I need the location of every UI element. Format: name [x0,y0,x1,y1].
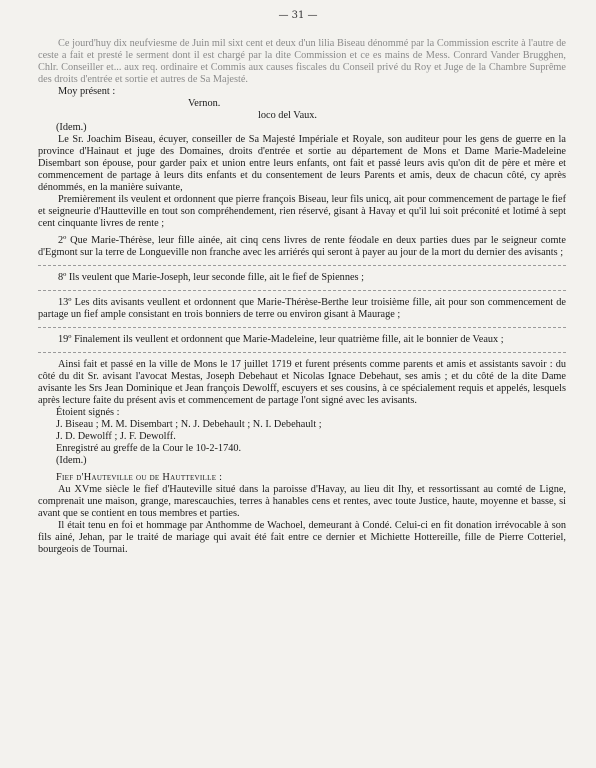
registration-note: Enregistré au greffe de la Cour le 10-2-1740. [56,443,242,454]
signatories-2: J. D. Dewolff ; J. F. Dewolff. [56,431,176,442]
paragraph-oath: Ce jourd'huy dix neufviesme de Juin mil sixt cent et deux d'un lilia Biseau dénommé par la Commission escrite à l'autre de ceste a fait et presté le serment dont il est chargé par la dite Commission et ce es mains de Mess. Conrard Vander Brugghen, Chlr. Conseiller et... aux req. ordinaire et Commis aux causes fiscales du Conseil privé du Roy et Juge de la Chambre Suprême des droits d'entrée et sortie et autres de Sa Majesté. [38,38,566,85]
fief-title: Fief d'Hauteville ou de Hautteville : [56,472,223,483]
document-body [38,38,566,556]
dashed-divider [38,352,566,353]
present-line: Moy présent : [58,86,116,97]
paragraph-eighth: 8º Ils veulent que Marie-Joseph, leur seconde fille, ait le fief de Spiennes ; [58,272,364,283]
page-number: — 31 — [278,10,318,21]
signed-label: Étoient signés : [56,407,120,418]
signature-vernon: Vernon. [188,98,221,109]
signatories-1: J. Biseau ; M. M. Disembart ; N. J. Debehault ; N. I. Debehault ; [56,419,322,430]
idem-note: (Idem.) [56,122,87,133]
dashed-divider [38,290,566,291]
paragraph-fief-tenure: Il était tenu en foi et hommage par Anthomme de Wachoel, demeurant à Condé. Celui-ci en fit donation irrévocable à son fils ainé, Jehan, par le traité de mariage qui avait été fait entre ce dernier et Michiette Hottereille, fille de Pierre Cotteriel, bourgeois de Tournai. [38,520,566,555]
paragraph-nineteenth: 19º Finalement ils veullent et ordonnent que Marie-Madeleine, leur quatrième fille, ait le bonnier de Veaux ; [58,334,504,345]
dashed-divider [38,265,566,266]
signature-loco: loco del Vaux. [258,110,318,121]
paragraph-biseau: Le Sr. Joachim Biseau, écuyer, conseiller de Sa Majesté Impériale et Royale, son auditeur pour les gens de guerre en la province d'Hainaut et juge des Domaines, droits d'entrée et sortie au département de Mons et Dame Marie-Madeleine Disembart son épouse, pour garder paix et union entre leurs enfants, ont fait et passé leurs avis qu'on dit de père et mère et commencement de partage à leurs dits enfants et du consentement de leurs Parents et amis, deux de chacun côté, cy après dénommés, en la manière suivante, [38,134,566,193]
paragraph-fief-history: Au XVme siècle le fief d'Hauteville situé dans la paroisse d'Havay, au lieu dit Ihy, et ressortissant au comté de Ligne, comprenait une maison, grange, marescauchies, terres à hanables cens et rentes, avec toute Justice, haute, moyenne et basse, si avant que se contient en tous membres et parties. [38,484,566,519]
paragraph-second: 2º Que Marie-Thérèse, leur fille ainée, ait cinq cens livres de rente féodale en deux parties dues par le seigneur comte d'Egmont sur la terre de Longueville non franche avec les arriérés qui seront à payer au jour de la mort du dernier des avisants ; [38,235,566,258]
idem-note-2: (Idem.) [56,455,87,466]
paragraph-thirteenth: 13º Les dits avisants veullent et ordonnent que Marie-Thérèse-Berthe leur troisième fille, ait pour son commencement de partage un fief ample consistant en trois bonniers de terre ou environ gisant à Maurage ; [38,297,566,320]
paragraph-mons: Ainsi fait et passé en la ville de Mons le 17 juillet 1719 et furent présents comme parents et amis et assistants savoir : du côté du dit Sr. avisant l'avocat Mestas, Joseph Debehaut et Nicolas Ignace Debehaut, ses amis ; et du côté de la dite Dame avisante les Srs Jean Dominique et Jean françois Dewolff, escuyers et ses cousins, à ce spécialement requis et appelés, lesquels après lecture faite du présent avis et commencement de partage l'ont signé avec les avisants. [38,359,566,406]
paragraph-first: Premièrement ils veulent et ordonnent que pierre françois Biseau, leur fils unicq, ait pour commencement de partage le fief et seigneurie d'Hautteville en tout son compréhendement, rien réservé, gisant à Havay et qu'il lui soit préconité et lotimé à sept cent cinquante livres de rente ; [38,194,566,229]
dashed-divider [38,327,566,328]
